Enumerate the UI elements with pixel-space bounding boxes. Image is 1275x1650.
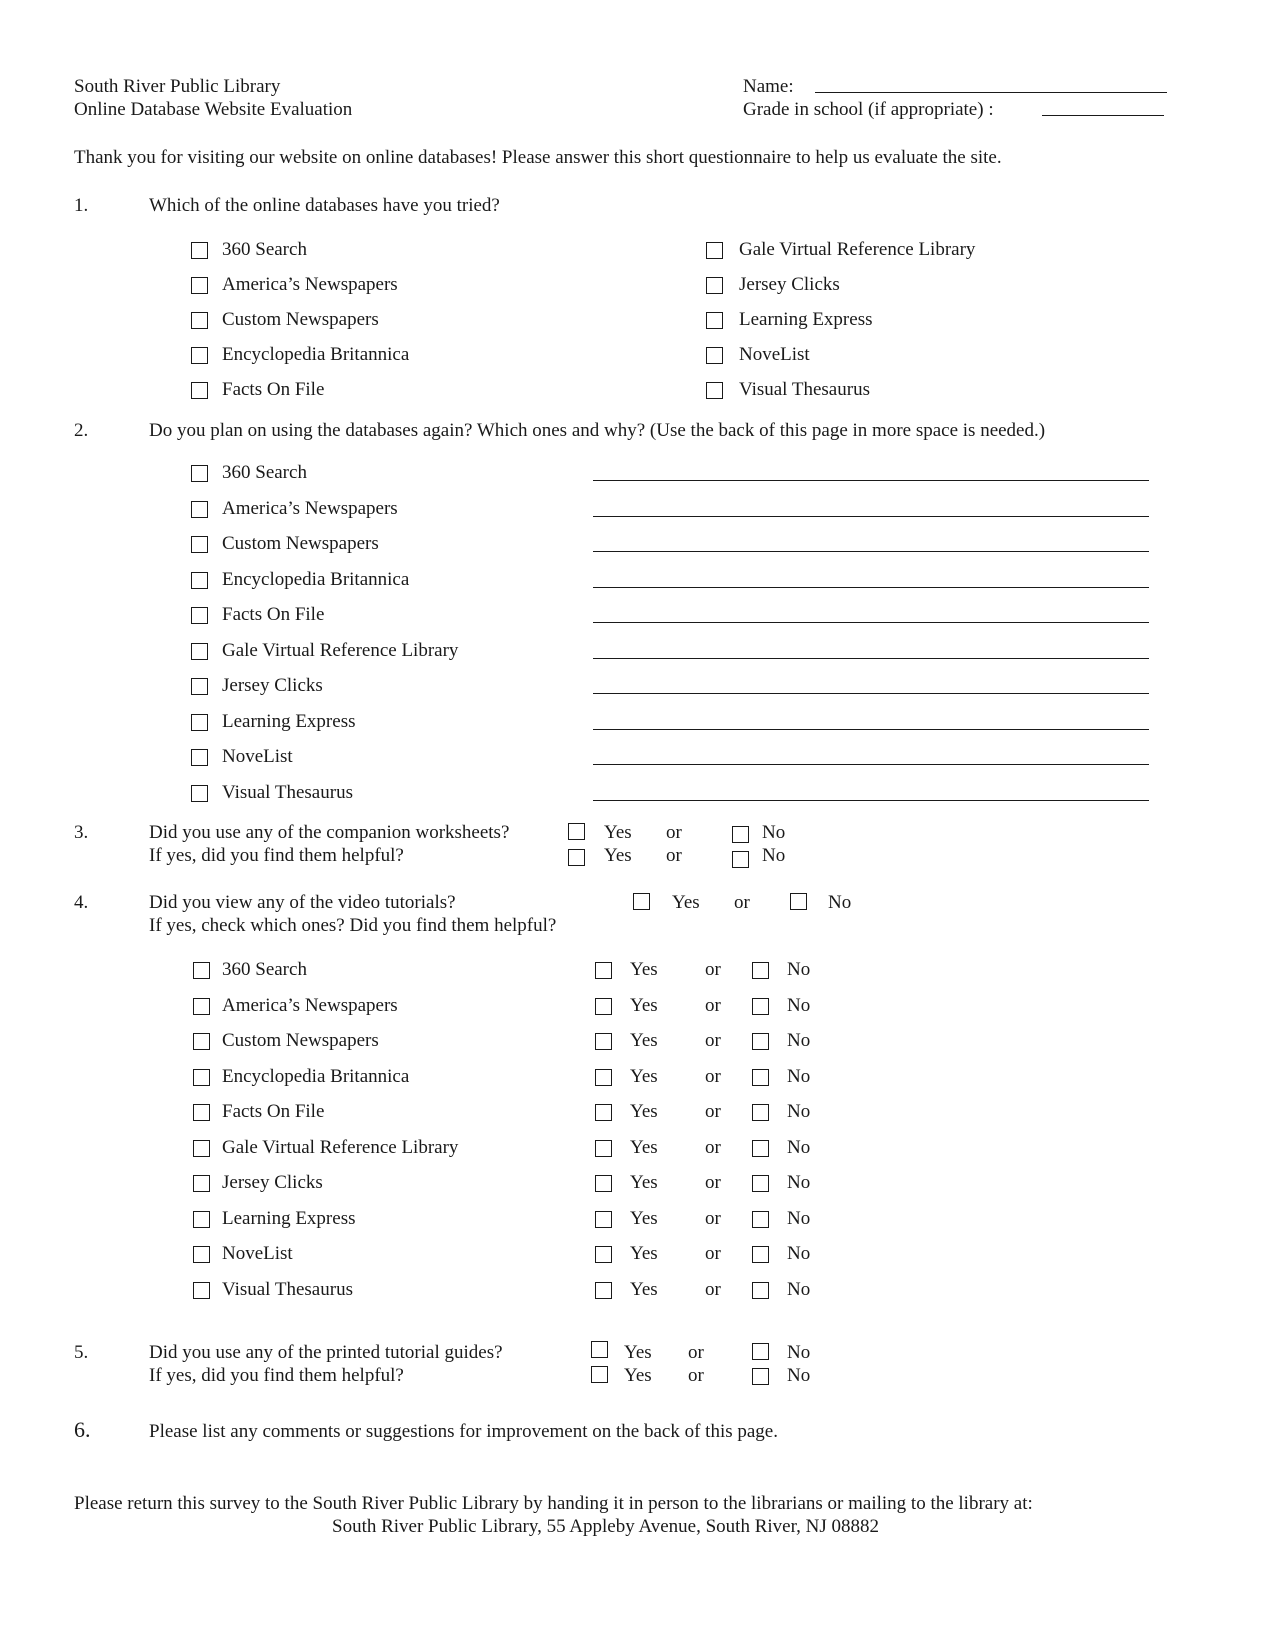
footer-instructions: Please return this survey to the South River Public Library by handing it in person to the librarians or mailing to the library at: <box>74 1493 1033 1514</box>
q3-followup: If yes, did you find them helpful? <box>149 845 404 866</box>
q4-number: 4. <box>74 892 89 913</box>
q2-question: Do you plan on using the databases again? Which ones and why? (Use the back of this page in more space is needed.) <box>149 420 1046 441</box>
q4-or: or <box>705 1278 721 1300</box>
q5-followup: If yes, did you find them helpful? <box>149 1365 404 1386</box>
q4-checkbox[interactable] <box>193 1140 210 1157</box>
q4-viewed-no-checkbox[interactable] <box>790 893 807 910</box>
q1-option-label: Facts On File <box>222 379 325 400</box>
q1-question: Which of the online databases have you tried? <box>149 195 500 216</box>
q2-answer-line[interactable] <box>593 800 1149 801</box>
q4-yes-label: Yes <box>630 1030 658 1051</box>
q2-option-label: Gale Virtual Reference Library <box>222 639 459 661</box>
q4-no-label: No <box>787 959 811 980</box>
q1-option-label: Gale Virtual Reference Library <box>739 239 976 260</box>
q3-helpful-yes-checkbox[interactable] <box>568 849 585 866</box>
q1-checkbox[interactable] <box>706 382 723 399</box>
q4-yes-checkbox[interactable] <box>595 1140 612 1157</box>
q5-used-no-checkbox[interactable] <box>752 1343 769 1360</box>
q4-no-label: No <box>787 1278 811 1300</box>
q4-option-label: Learning Express <box>222 1207 356 1229</box>
q4-option-label: 360 Search <box>222 959 307 980</box>
q4-checkbox[interactable] <box>193 1211 210 1228</box>
q1-number: 1. <box>74 195 89 216</box>
q4-no-label: No <box>787 1030 811 1051</box>
q4-or: or <box>705 1101 721 1122</box>
q3-number: 3. <box>74 822 89 843</box>
q4-or: or <box>705 1065 721 1087</box>
q4-yes-label: Yes <box>630 1207 658 1229</box>
q4-or: or <box>705 1243 721 1264</box>
q4-yes-label: Yes <box>630 1278 658 1300</box>
q4-no-label: No <box>787 1243 811 1264</box>
q4-no-checkbox[interactable] <box>752 1246 769 1263</box>
q4-option-label: Custom Newspapers <box>222 1030 379 1051</box>
q4-no-checkbox[interactable] <box>752 962 769 979</box>
q2-answer-line[interactable] <box>593 764 1149 765</box>
q2-answer-line[interactable] <box>593 622 1149 623</box>
q1-option-label: Jersey Clicks <box>739 274 840 295</box>
q5-helpful-no-label: No <box>787 1365 811 1386</box>
q4-question: Did you view any of the video tutorials? <box>149 892 456 913</box>
q4-or: or <box>705 1030 721 1051</box>
q6-number: 6. <box>74 1417 91 1442</box>
q4-viewed-yes-checkbox[interactable] <box>633 893 650 910</box>
q2-option-label: Visual Thesaurus <box>222 781 353 803</box>
q1-option-label: Visual Thesaurus <box>739 379 870 400</box>
q4-yes-label: Yes <box>630 1243 658 1264</box>
q1-option-label: America’s Newspapers <box>222 274 398 295</box>
q4-viewed-yes-label: Yes <box>672 892 700 913</box>
q2-option-label: 360 Search <box>222 462 307 483</box>
q2-option-label: Custom Newspapers <box>222 533 379 554</box>
q3-question: Did you use any of the companion worksheets? <box>149 822 510 843</box>
q4-or: or <box>705 959 721 980</box>
q4-checkbox[interactable] <box>193 1069 210 1086</box>
q2-checkbox[interactable] <box>191 678 208 695</box>
q4-yes-label: Yes <box>630 1065 658 1087</box>
q4-followup: If yes, check which ones? Did you find them helpful? <box>149 915 557 936</box>
q5-used-or: or <box>688 1342 704 1363</box>
q4-checkbox[interactable] <box>193 1104 210 1121</box>
q2-checkbox[interactable] <box>191 714 208 731</box>
q4-or: or <box>705 1136 721 1158</box>
q1-checkbox[interactable] <box>191 347 208 364</box>
q4-yes-label: Yes <box>630 959 658 980</box>
q1-option-label: NoveList <box>739 344 810 365</box>
q4-no-checkbox[interactable] <box>752 1033 769 1050</box>
q1-option-label: 360 Search <box>222 239 307 260</box>
q2-option-label: America’s Newspapers <box>222 497 398 519</box>
q5-helpful-yes-label: Yes <box>624 1365 652 1386</box>
intro-text: Thank you for visiting our website on online databases! Please answer this short questionnaire to help us evaluate the site. <box>74 147 1002 168</box>
q4-or: or <box>705 1207 721 1229</box>
q2-checkbox[interactable] <box>191 607 208 624</box>
q4-yes-checkbox[interactable] <box>595 1069 612 1086</box>
q4-yes-label: Yes <box>630 994 658 1016</box>
q4-yes-label: Yes <box>630 1101 658 1122</box>
q2-answer-line[interactable] <box>593 587 1149 588</box>
q4-no-label: No <box>787 994 811 1016</box>
q4-checkbox[interactable] <box>193 1282 210 1299</box>
q3-used-no-label: No <box>762 822 786 843</box>
q2-answer-line[interactable] <box>593 516 1149 517</box>
q4-viewed-or: or <box>734 892 750 913</box>
q2-checkbox[interactable] <box>191 536 208 553</box>
q1-option-label: Custom Newspapers <box>222 309 379 330</box>
q4-yes-checkbox[interactable] <box>595 1282 612 1299</box>
q2-option-label: Jersey Clicks <box>222 675 323 696</box>
q4-checkbox[interactable] <box>193 962 210 979</box>
q5-question: Did you use any of the printed tutorial guides? <box>149 1342 503 1363</box>
q5-helpful-or: or <box>688 1365 704 1386</box>
q4-or: or <box>705 1172 721 1193</box>
q4-no-checkbox[interactable] <box>752 1282 769 1299</box>
name-label: Name: <box>743 76 794 97</box>
q4-checkbox[interactable] <box>193 1033 210 1050</box>
q4-no-checkbox[interactable] <box>752 1175 769 1192</box>
q3-helpful-yes-label: Yes <box>604 845 632 866</box>
q4-no-checkbox[interactable] <box>752 1104 769 1121</box>
q1-option-label: Learning Express <box>739 309 873 330</box>
q4-option-label: Gale Virtual Reference Library <box>222 1136 459 1158</box>
q4-no-checkbox[interactable] <box>752 1211 769 1228</box>
q2-checkbox[interactable] <box>191 785 208 802</box>
q4-option-label: America’s Newspapers <box>222 994 398 1016</box>
q1-checkbox[interactable] <box>706 312 723 329</box>
q1-checkbox[interactable] <box>706 277 723 294</box>
q5-helpful-yes-checkbox[interactable] <box>591 1366 608 1383</box>
q4-yes-checkbox[interactable] <box>595 998 612 1015</box>
q2-answer-line[interactable] <box>593 551 1149 552</box>
q4-viewed-no-label: No <box>828 892 852 913</box>
q4-checkbox[interactable] <box>193 1175 210 1192</box>
q6-question: Please list any comments or suggestions for improvement on the back of this page. <box>149 1421 778 1442</box>
footer-address: South River Public Library, 55 Appleby Avenue, South River, NJ 08882 <box>332 1516 880 1537</box>
q1-checkbox[interactable] <box>191 242 208 259</box>
q4-no-label: No <box>787 1207 811 1229</box>
q4-yes-checkbox[interactable] <box>595 1175 612 1192</box>
q4-yes-checkbox[interactable] <box>595 1246 612 1263</box>
q2-checkbox[interactable] <box>191 501 208 518</box>
q4-yes-checkbox[interactable] <box>595 1033 612 1050</box>
q2-checkbox[interactable] <box>191 572 208 589</box>
q3-used-or: or <box>666 822 682 843</box>
grade-label: Grade in school (if appropriate) : <box>743 99 994 120</box>
q2-checkbox[interactable] <box>191 465 208 482</box>
q4-no-label: No <box>787 1172 811 1193</box>
q1-checkbox[interactable] <box>706 347 723 364</box>
q4-option-label: Encyclopedia Britannica <box>222 1065 410 1087</box>
q2-checkbox[interactable] <box>191 749 208 766</box>
q3-used-yes-label: Yes <box>604 822 632 843</box>
q4-yes-label: Yes <box>630 1136 658 1158</box>
q4-yes-checkbox[interactable] <box>595 1211 612 1228</box>
q4-option-label: NoveList <box>222 1243 293 1264</box>
q2-checkbox[interactable] <box>191 643 208 660</box>
q4-no-checkbox[interactable] <box>752 1140 769 1157</box>
q4-no-checkbox[interactable] <box>752 998 769 1015</box>
q4-yes-label: Yes <box>630 1172 658 1193</box>
q5-helpful-no-checkbox[interactable] <box>752 1368 769 1385</box>
q4-yes-checkbox[interactable] <box>595 1104 612 1121</box>
q5-number: 5. <box>74 1342 89 1363</box>
q2-number: 2. <box>74 420 89 441</box>
q1-checkbox[interactable] <box>191 312 208 329</box>
q3-helpful-no-checkbox[interactable] <box>732 851 749 868</box>
q2-option-label: Learning Express <box>222 710 356 732</box>
q5-used-no-label: No <box>787 1342 811 1363</box>
q4-option-label: Facts On File <box>222 1101 325 1122</box>
library-name: South River Public Library <box>74 76 281 97</box>
q4-yes-checkbox[interactable] <box>595 962 612 979</box>
q4-checkbox[interactable] <box>193 998 210 1015</box>
q1-checkbox[interactable] <box>706 242 723 259</box>
form-title: Online Database Website Evaluation <box>74 99 353 120</box>
q1-option-label: Encyclopedia Britannica <box>222 344 410 365</box>
q4-no-label: No <box>787 1065 811 1087</box>
q4-no-label: No <box>787 1101 811 1122</box>
q3-used-yes-checkbox[interactable] <box>568 823 585 840</box>
q1-checkbox[interactable] <box>191 382 208 399</box>
q2-answer-line[interactable] <box>593 480 1149 481</box>
q4-option-label: Visual Thesaurus <box>222 1278 353 1300</box>
q3-helpful-no-label: No <box>762 845 786 866</box>
q2-option-label: NoveList <box>222 746 293 767</box>
name-field[interactable] <box>815 92 1167 93</box>
grade-field[interactable] <box>1042 115 1164 116</box>
q2-option-label: Facts On File <box>222 604 325 625</box>
q3-helpful-or: or <box>666 845 682 866</box>
q4-no-label: No <box>787 1136 811 1158</box>
q3-used-no-checkbox[interactable] <box>732 826 749 843</box>
q5-used-yes-label: Yes <box>624 1342 652 1363</box>
q4-or: or <box>705 994 721 1016</box>
q4-option-label: Jersey Clicks <box>222 1172 323 1193</box>
q2-answer-line[interactable] <box>593 658 1149 659</box>
q5-used-yes-checkbox[interactable] <box>591 1341 608 1358</box>
q4-no-checkbox[interactable] <box>752 1069 769 1086</box>
q1-checkbox[interactable] <box>191 277 208 294</box>
q4-checkbox[interactable] <box>193 1246 210 1263</box>
q2-answer-line[interactable] <box>593 729 1149 730</box>
q2-option-label: Encyclopedia Britannica <box>222 568 410 590</box>
q2-answer-line[interactable] <box>593 693 1149 694</box>
